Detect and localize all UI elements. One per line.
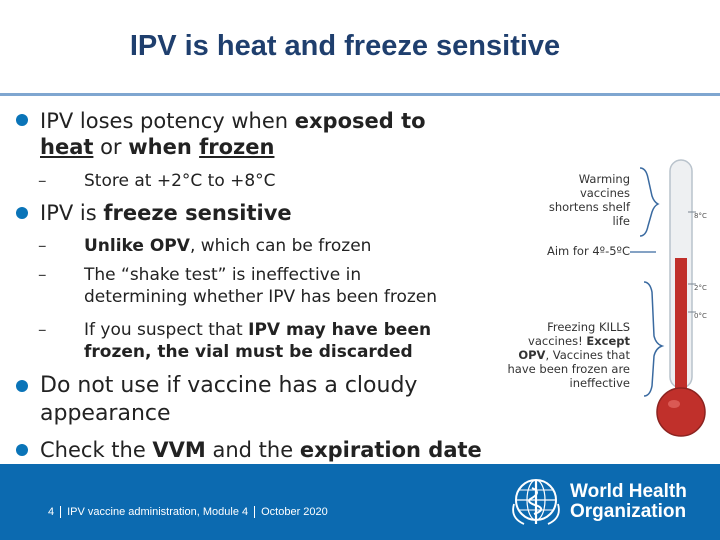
sub-bullet-shake-test [84,264,437,308]
thermometer-graphic [630,150,720,462]
bullet-dot [16,114,28,126]
slide-title: IPV is heat and freeze sensitive [129,30,561,62]
note-line: have been frozen are [507,362,630,376]
sub-bullet-text: If you suspect that [84,320,249,340]
note-line: vaccines [579,186,630,200]
bullet-potency [40,108,426,160]
bullet-bold: VVM [152,438,206,462]
bullet-dot [16,207,28,219]
who-emblem-icon [508,474,564,530]
sub-dash: – [38,265,47,285]
note-bold: Except [586,334,630,348]
freezing-brace [644,282,662,396]
bullet-bold: exposed to [294,109,426,133]
tick-label-2: 2°C [694,284,707,292]
sub-dash: – [38,171,47,191]
sub-bullet-bold: frozen, the vial must be discarded [84,342,413,362]
thermometer-liquid [675,258,687,408]
bullet-dot [16,444,28,456]
bulb-highlight [668,400,680,408]
sub-bullet-discard [84,319,431,363]
sub-bullet-bold: Unlike OPV [84,236,190,256]
bullet-text: appearance [40,401,171,426]
warming-note [520,172,630,228]
note-line: life [612,214,630,228]
sub-dash: – [38,236,47,256]
sub-bullet-store: Store at +2°C to +8°C [84,171,276,191]
warming-brace [640,168,658,236]
bullet-text: IPV is [40,201,104,225]
bullet-bold: when [128,135,200,159]
bullet-bold: freeze sensitive [103,201,292,225]
bullet-text: and the [205,438,300,462]
bullet-bold: expiration date [299,438,482,462]
bullet-text: IPV loses potency when [40,109,295,133]
bullet-text: Do not use if vaccine has a cloudy [40,373,418,398]
org-name-line: Organization [570,501,687,522]
tick-label-8: 8°C [694,212,707,220]
org-name-line: World Health [570,481,687,502]
aim-note: Aim for 4º-5ºC [546,244,630,258]
sub-bullet-text: determining whether IPV has been frozen [84,287,438,307]
title-divider [0,93,720,96]
sub-bullet-text: The “shake test” is ineffective in [84,265,362,285]
sub-bullet-text: , which can be frozen [189,236,372,256]
bullet-cloudy [40,372,417,428]
footer-date: October 2020 [261,506,328,518]
bullet-text: or [93,135,129,159]
who-wordmark [570,482,687,522]
freezing-note [500,320,630,390]
tick-label-0: 0°C [694,312,707,320]
bullet-dot [16,380,28,392]
note-line: vaccines! [528,334,587,348]
note-line: Freezing KILLS [547,320,630,334]
note-bold: OPV [518,348,546,362]
bullet-text: Check the [40,438,153,462]
note-line: shortens shelf [548,200,630,214]
thermometer-bulb [657,388,705,436]
note-line: , Vaccines that [545,348,630,362]
footer-info [48,506,328,518]
sub-bullet-bold: IPV may have been [248,320,432,340]
page-number: 4 [48,506,55,518]
footer-separator [60,506,61,518]
footer-bar [0,464,720,540]
bullet-freeze-sensitive [40,200,292,226]
sub-dash: – [38,320,47,340]
bullet-heat: heat [40,135,94,159]
footer-module: IPV vaccine administration, Module 4 [67,506,249,518]
footer-separator [254,506,255,518]
note-line: Warming [578,172,630,186]
bullet-frozen: frozen [199,135,275,159]
sub-bullet-opv [84,235,371,257]
note-line: ineffective [569,376,630,390]
